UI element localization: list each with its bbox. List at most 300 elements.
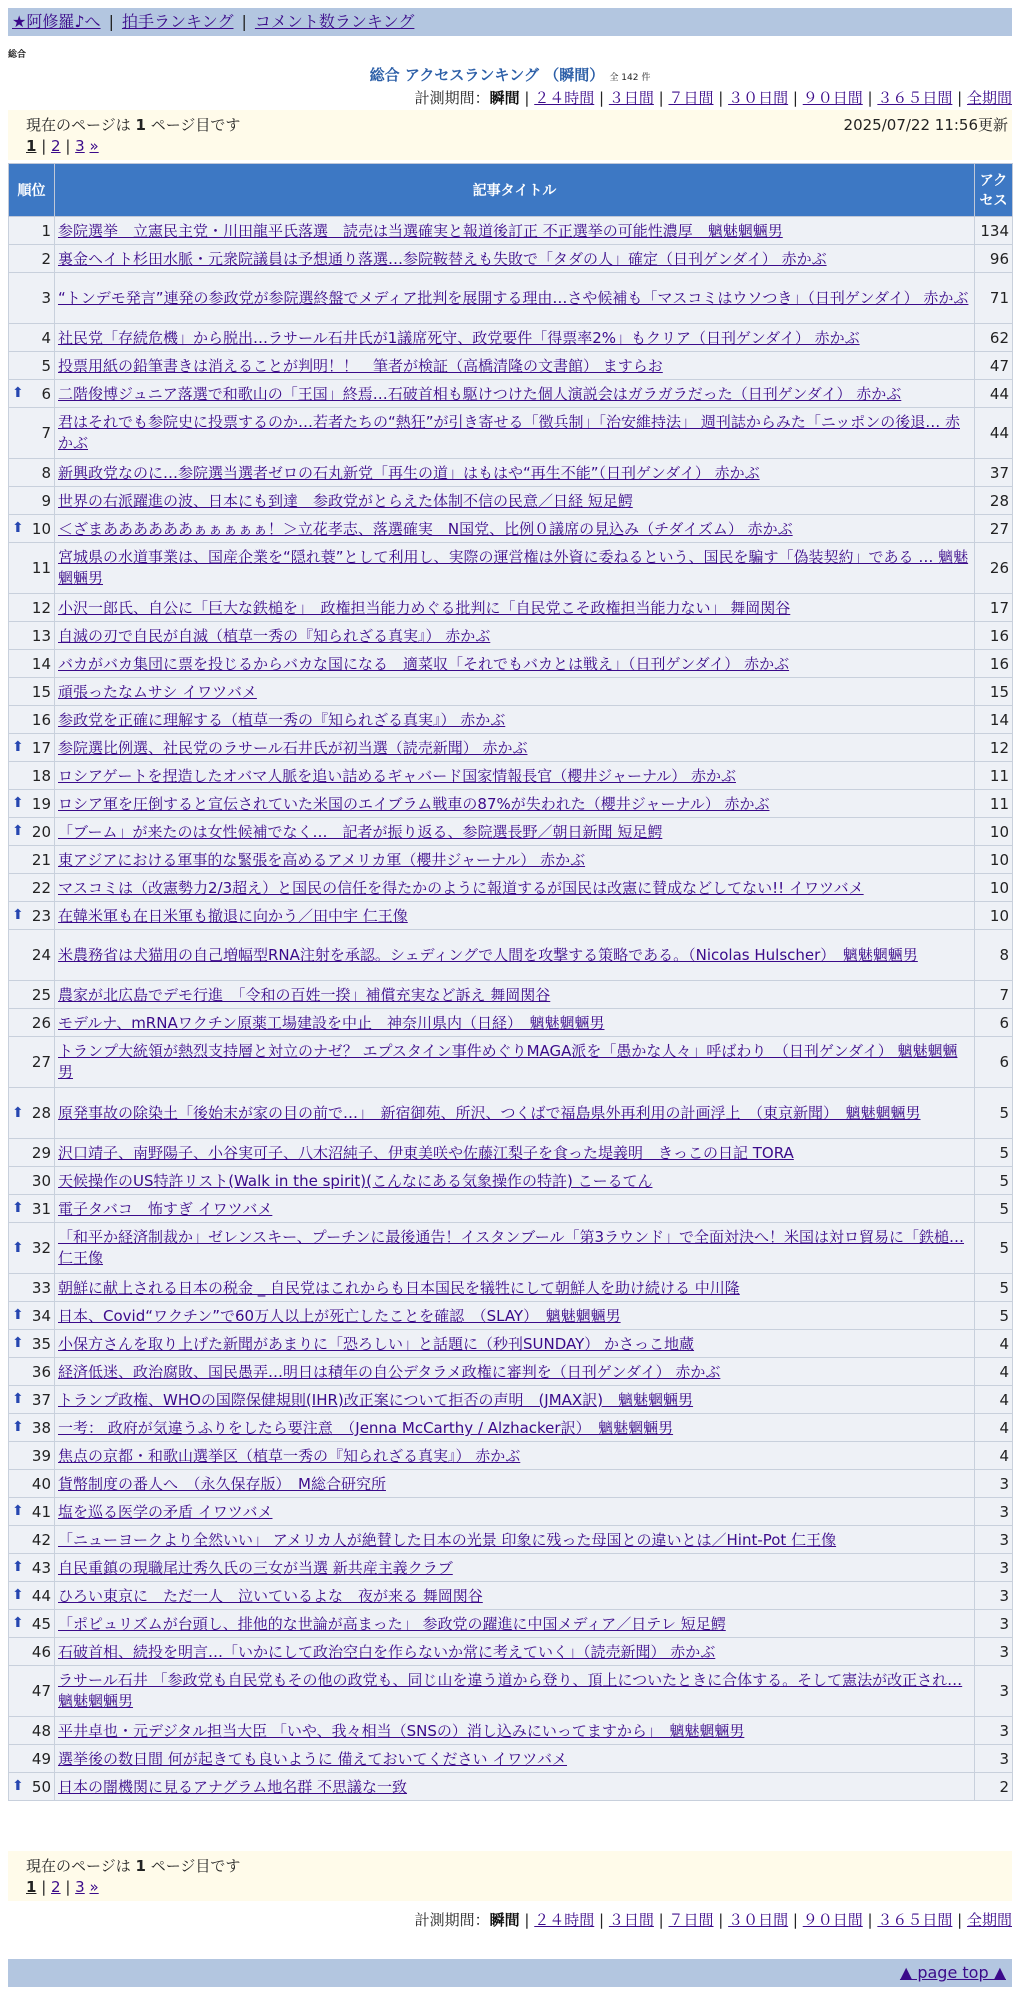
table-row [9, 1526, 1013, 1554]
title-cell [55, 706, 975, 734]
rank-number: 9 [41, 491, 51, 510]
period-link-30d[interactable]: ３０日間 [728, 89, 789, 107]
article-title-link[interactable]: 一考： 政府が気違うふりをしたら要注意 （Jenna McCarthy / Alzhacker訳） 魑魅魍魎男 [58, 1419, 674, 1437]
table-row [9, 1470, 1013, 1498]
article-title-link[interactable]: 選挙後の数日間 何が起きても良いように 備えておいてください イワツバメ [58, 1750, 568, 1768]
rank-number: 47 [31, 1681, 51, 1700]
rank-number: 1 [41, 221, 51, 240]
title-cell [55, 790, 975, 818]
rank-cell [9, 1037, 55, 1088]
article-title-link[interactable]: 参院選比例選、社民党のラサール石井氏が初当選（読売新聞） 赤かぶ [58, 739, 528, 757]
rank-number: 17 [31, 738, 51, 757]
period-link-30d-bottom[interactable]: ３０日間 [728, 1911, 789, 1929]
page-link-3-bottom[interactable]: 3 [75, 1878, 85, 1896]
title-cell [55, 1139, 975, 1167]
table-row [9, 459, 1013, 487]
table-row [9, 1638, 1013, 1666]
period-current: 瞬間 [489, 89, 520, 107]
up-arrow-icon: ⬆ [12, 906, 24, 923]
rank-cell [9, 1386, 55, 1414]
table-row [9, 1498, 1013, 1526]
title-cell [55, 408, 975, 459]
article-title-link[interactable]: 塩を巡る医学の矛盾 イワツバメ [58, 1503, 273, 1521]
title-cell [55, 678, 975, 706]
up-arrow-icon: ⬆ [12, 1502, 24, 1519]
rank-cell [9, 981, 55, 1009]
up-arrow-icon: ⬆ [12, 1418, 24, 1435]
title-cell [55, 1526, 975, 1554]
rank-number: 22 [31, 878, 51, 897]
rank-cell [9, 1498, 55, 1526]
rank-cell [9, 1442, 55, 1470]
article-title-link[interactable]: 電子タバコ 怖すぎ イワツバメ [58, 1200, 273, 1218]
article-title-link[interactable]: 朝鮮に献上される日本の税金 _ 自民党はこれからも日本国民を犠牲にして朝鮮人を助け続ける 中川隆 [58, 1279, 740, 1297]
article-title-link[interactable]: 経済低迷、政治腐敗、国民愚弄…明日は積年の自公デタラメ政権に審判を（日刊ゲンダイ） 赤かぶ [58, 1363, 721, 1381]
page-link-2[interactable]: 2 [51, 137, 61, 155]
rank-number: 26 [31, 1013, 51, 1032]
table-row [9, 874, 1013, 902]
access-count: 4 [975, 1330, 1013, 1358]
title-cell [55, 818, 975, 846]
access-count: 44 [975, 408, 1013, 459]
title-cell [55, 1470, 975, 1498]
access-count: 134 [975, 217, 1013, 245]
article-title-link[interactable]: トランプ大統領が熱烈支持層と対立のナゼ？ エプスタイン事件めぐりMAGA派を「愚かな人々」呼ばわり （日刊ゲンダイ） 魑魅魍魎男 [58, 1042, 958, 1081]
rank-cell [9, 1526, 55, 1554]
page-title-text: 総合 アクセスランキング （瞬間） [369, 66, 605, 84]
article-title-link[interactable]: 参院選挙 立憲民主党・川田龍平氏落選 読売は当選確実と報道後訂正 不正選挙の可能性濃厚 魑魅魍魎男 [58, 222, 783, 240]
article-title-link[interactable]: 石破首相、続投を明言…「いかにして政治空白を作らないか常に考えていく」（読売新聞） 赤かぶ [58, 1643, 716, 1661]
access-count: 3 [975, 1470, 1013, 1498]
access-count: 12 [975, 734, 1013, 762]
article-title-link[interactable]: 君はそれでも参院史に投票するのか…若者たちの“熱狂”が引き寄せる「徴兵制」「治安維持法」 週刊誌からみた「ニッポンの後退… 赤かぶ [58, 413, 960, 452]
up-arrow-icon: ⬆ [12, 738, 24, 755]
rank-number: 20 [31, 822, 51, 841]
up-arrow-icon: ⬆ [12, 1390, 24, 1407]
article-title-link[interactable]: 東アジアにおける軍事的な緊張を高めるアメリカ軍（櫻井ジャーナル） 赤かぶ [58, 851, 586, 869]
article-title-link[interactable]: ロシアゲートを捏造したオバマ人脈を追い詰めるギャバード国家情報長官（櫻井ジャーナル） 赤かぶ [58, 767, 736, 785]
up-arrow-icon: ⬆ [12, 1586, 24, 1603]
table-row [9, 1442, 1013, 1470]
current-page-text-bottom: 現在のページは 1 ページ目です [26, 1857, 241, 1875]
rank-cell [9, 1223, 55, 1274]
table-row [9, 1195, 1013, 1223]
rank-cell [9, 1745, 55, 1773]
access-count: 3 [975, 1526, 1013, 1554]
access-count: 17 [975, 594, 1013, 622]
period-link-all-bottom[interactable]: 全期間 [966, 1911, 1012, 1929]
table-row [9, 543, 1013, 594]
access-count: 10 [975, 846, 1013, 874]
rank-cell [9, 650, 55, 678]
table-row [9, 594, 1013, 622]
table-row [9, 1554, 1013, 1582]
table-row [9, 1139, 1013, 1167]
article-title-link[interactable]: 在韓米軍も在日米軍も撤退に向かう／田中宇 仁王像 [58, 907, 408, 925]
access-count: 44 [975, 380, 1013, 408]
rank-number: 3 [41, 288, 51, 307]
rank-cell [9, 543, 55, 594]
article-title-link[interactable]: 日本の闇機関に見るアナグラム地名群 不思議な一致 [58, 1778, 408, 1796]
table-row [9, 1582, 1013, 1610]
rank-number: 15 [31, 682, 51, 701]
table-row [9, 1666, 1013, 1717]
up-arrow-icon: ⬆ [12, 1777, 24, 1794]
page-link-2-bottom[interactable]: 2 [51, 1878, 61, 1896]
access-count: 4 [975, 1358, 1013, 1386]
access-count: 16 [975, 622, 1013, 650]
rank-number: 48 [31, 1721, 51, 1740]
article-title-link[interactable]: モデルナ、mRNAワクチン原薬工場建設を中止 神奈川県内（日経） 魑魅魍魎男 [58, 1014, 605, 1032]
title-cell [55, 1223, 975, 1274]
table-row [9, 981, 1013, 1009]
title-cell [55, 1302, 975, 1330]
article-title-link[interactable]: ロシア軍を圧倒すると宣伝されていた米国のエイブラム戦車の87%が失われた（櫻井ジャーナル） 赤かぶ [58, 795, 770, 813]
access-count: 4 [975, 1386, 1013, 1414]
table-row [9, 352, 1013, 380]
rank-number: 27 [31, 1052, 51, 1071]
article-title-link[interactable]: 焦点の京都・和歌山選挙区（植草一秀の『知られざる真実』） 赤かぶ [58, 1447, 521, 1465]
access-count: 26 [975, 543, 1013, 594]
access-count: 3 [975, 1498, 1013, 1526]
updated-timestamp: 2025/07/22 11:56更新 [843, 116, 1008, 134]
rank-number: 30 [31, 1171, 51, 1190]
table-row [9, 1745, 1013, 1773]
rank-number: 25 [31, 985, 51, 1004]
title-cell [55, 762, 975, 790]
rank-number: 33 [31, 1278, 51, 1297]
period-link-90d-bottom[interactable]: ９０日間 [802, 1911, 863, 1929]
title-cell [55, 324, 975, 352]
table-row [9, 930, 1013, 981]
article-title-link[interactable]: 頑張ったなムサシ イワツバメ [58, 683, 257, 701]
title-cell [55, 245, 975, 273]
access-count: 47 [975, 352, 1013, 380]
rank-cell [9, 594, 55, 622]
rank-cell [9, 1470, 55, 1498]
access-count: 11 [975, 762, 1013, 790]
period-link-90d[interactable]: ９０日間 [802, 89, 863, 107]
page-numbers-bottom: 1 | 2 | 3 » [26, 1878, 99, 1896]
page-link-3[interactable]: 3 [75, 137, 85, 155]
rank-number: 44 [31, 1586, 51, 1605]
article-title-link[interactable]: 原発事故の除染土「後始末が家の目の前で…」 新宿御苑、所沢、つくばで福島県外再利用の計画浮上 （東京新聞） 魑魅魍魎男 [58, 1103, 921, 1122]
access-count: 62 [975, 324, 1013, 352]
article-title-link[interactable]: 参政党を正確に理解する（植草一秀の『知られざる真実』） 赤かぶ [58, 711, 506, 729]
title-cell [55, 1498, 975, 1526]
rank-number: 8 [41, 463, 51, 482]
rank-cell [9, 874, 55, 902]
article-title-link[interactable]: 沢口靖子、南野陽子、小谷実可子、八木沼純子、伊東美咲や佐藤江梨子を食った堤義明 きっこの日記 TORA [58, 1144, 794, 1162]
table-row [9, 1330, 1013, 1358]
title-cell [55, 1773, 975, 1801]
rank-cell [9, 1358, 55, 1386]
rank-number: 34 [31, 1306, 51, 1325]
rank-cell [9, 1195, 55, 1223]
article-title-link[interactable]: 日本、Covid“ワクチン”で60万人以上が死亡したことを確認 （SLAY） 魑魅魍魎男 [58, 1307, 621, 1325]
article-title-link[interactable]: ラサール石井 「参政党も自民党もその他の政党も、同じ山を違う道から登り、頂上についたときに合体する。そして憲法が改正され… 魑魅魍魎男 [58, 1671, 963, 1710]
header-title: 記事タイトル [55, 164, 975, 217]
article-title-link[interactable]: “トンデモ発言”連発の参政党が参院選終盤でメディア批判を展開する理由…さや候補も「マスコミはウソつき」（日刊ゲンダイ） 赤かぶ [58, 288, 969, 307]
article-title-link[interactable]: 「ポピュリズムが台頭し、排他的な世論が高まった」 参政党の躍進に中国メディア／日テレ 短足鰐 [58, 1615, 726, 1633]
table-row [9, 790, 1013, 818]
article-title-link[interactable]: 平井卓也・元デジタル担当大臣 「いや、我々相当（SNSの）消し込みにいってますから」 魑魅魍魎男 [58, 1722, 745, 1740]
period-label: 計測期間： [414, 89, 490, 107]
rank-number: 24 [31, 945, 51, 964]
title-cell [55, 1274, 975, 1302]
table-row [9, 622, 1013, 650]
article-title-link[interactable]: マスコミは（改憲勢力2/3超え）と国民の信任を得たかのように報道するが国民は改憲に賛成などしてない!! イワツバメ [58, 879, 864, 897]
period-selector-top: 計測期間：瞬間 | ２４時間 | ３日間 | ７日間 | ３０日間 | ９０日間 | ３６５日間 | 全期間 [414, 89, 1012, 107]
ranking-body [9, 217, 1013, 1801]
table-row [9, 408, 1013, 459]
rank-cell [9, 245, 55, 273]
rank-number: 28 [31, 1103, 51, 1122]
ranking-table [8, 163, 1013, 1801]
rank-cell [9, 515, 55, 543]
rank-cell [9, 1666, 55, 1717]
header-rank: 順位 [9, 164, 55, 217]
up-arrow-icon: ⬆ [12, 1614, 24, 1631]
title-cell [55, 1386, 975, 1414]
rank-number: 32 [31, 1238, 51, 1257]
rank-number: 35 [31, 1334, 51, 1353]
rank-number: 21 [31, 850, 51, 869]
article-title-link[interactable]: 小沢一郎氏、自公に「巨大な鉄槌を」 政権担当能力めぐる批判に「自民党こそ政権担当能力ない」 舞岡関谷 [58, 599, 791, 617]
rank-cell [9, 1009, 55, 1037]
rank-cell [9, 1088, 55, 1139]
article-title-link[interactable]: バカがバカ集団に票を投じるからバカな国になる 適菜収「それでもバカとは戦え」（日刊ゲンダイ） 赤かぶ [58, 655, 790, 673]
access-count: 16 [975, 650, 1013, 678]
period-current-bottom: 瞬間 [489, 1911, 520, 1929]
title-cell [55, 981, 975, 1009]
article-title-link[interactable]: 社民党「存続危機」から脱出…ラサール石井氏が1議席死守、政党要件「得票率2%」もクリア（日刊ゲンダイ） 赤かぶ [58, 329, 860, 347]
title-cell [55, 1358, 975, 1386]
table-row [9, 273, 1013, 324]
rank-number: 45 [31, 1614, 51, 1633]
title-cell [55, 902, 975, 930]
article-title-link[interactable]: 二階俊博ジュニア落選で和歌山の「王国」終焉…石破首相も駆けつけた個人演説会はガラガラだった（日刊ゲンダイ） 赤かぶ [58, 385, 902, 403]
access-count: 4 [975, 1414, 1013, 1442]
rank-number: 11 [31, 558, 51, 577]
up-arrow-icon: ⬆ [12, 1306, 24, 1323]
rank-number: 40 [31, 1474, 51, 1493]
table-row [9, 487, 1013, 515]
title-cell [55, 543, 975, 594]
up-arrow-icon: ⬆ [12, 1104, 24, 1121]
article-title-link[interactable]: ひろい東京に ただ一人 泣いているよな 夜が来る 舞岡関谷 [58, 1587, 483, 1605]
title-cell [55, 650, 975, 678]
rank-cell [9, 1582, 55, 1610]
table-row [9, 1302, 1013, 1330]
rank-cell [9, 1302, 55, 1330]
access-count: 5 [975, 1195, 1013, 1223]
article-title-link[interactable]: 自滅の刃で自民が自滅（植草一秀の『知られざる真実』） 赤かぶ [58, 627, 491, 645]
nav-link-ashura[interactable]: ★阿修羅♪へ [12, 12, 101, 31]
bottom-bar [8, 1959, 1012, 1987]
rank-number: 43 [31, 1558, 51, 1577]
title-cell [55, 1554, 975, 1582]
access-count: 10 [975, 874, 1013, 902]
article-title-link[interactable]: 「和平か経済制裁か」ゼレンスキー、プーチンに最後通告！イスタンブール「第3ラウンド」で全面対決へ！米国は対ロ貿易に「鉄槌… 仁王像 [58, 1228, 965, 1267]
table-row [9, 734, 1013, 762]
rank-cell [9, 1330, 55, 1358]
rank-cell [9, 1414, 55, 1442]
rank-number: 5 [41, 356, 51, 375]
rank-cell [9, 408, 55, 459]
rank-cell [9, 734, 55, 762]
rank-number: 38 [31, 1418, 51, 1437]
article-title-link[interactable]: 貨幣制度の番人へ （永久保存版） M総合研究所 [58, 1475, 386, 1493]
rank-number: 10 [31, 519, 51, 538]
access-count: 15 [975, 678, 1013, 706]
access-count: 5 [975, 1167, 1013, 1195]
article-title-link[interactable]: 天候操作のUS特許リスト(Walk in the spirit)(こんなにある気象操作の特許) こーるてん [58, 1172, 653, 1190]
rank-cell [9, 1554, 55, 1582]
period-selector-bottom: 計測期間：瞬間 | ２４時間 | ３日間 | ７日間 | ３０日間 | ９０日間 | ３６５日間 | 全期間 [414, 1911, 1012, 1929]
article-title-link[interactable]: 投票用紙の鉛筆書きは消えることが判明！！ 筆者が検証（高橋清隆の文書館） ますらお [58, 357, 663, 375]
article-title-link[interactable]: 「ニューヨークより全然いい」 アメリカ人が絶賛した日本の光景 印象に残った母国との違いとは／Hint-Pot 仁王像 [58, 1531, 837, 1549]
period-link-365d-bottom[interactable]: ３６５日間 [877, 1911, 953, 1929]
title-cell [55, 515, 975, 543]
table-row [9, 515, 1013, 543]
table-row [9, 1414, 1013, 1442]
top-nav-bar: ★阿修羅♪へ | 拍手ランキング | コメント数ランキング [8, 8, 1012, 36]
title-cell [55, 380, 975, 408]
rank-cell [9, 902, 55, 930]
period-link-3d[interactable]: ３日間 [608, 89, 654, 107]
title-cell [55, 1330, 975, 1358]
title-cell [55, 273, 975, 324]
up-arrow-icon: ⬆ [12, 519, 24, 536]
title-cell [55, 874, 975, 902]
rank-cell [9, 678, 55, 706]
rank-number: 2 [41, 249, 51, 268]
title-cell [55, 930, 975, 981]
rank-number: 42 [31, 1530, 51, 1549]
title-cell [55, 1717, 975, 1745]
title-cell [55, 1745, 975, 1773]
article-title-link[interactable]: 宮城県の水道事業は、国産企業を“隠れ蓑”として利用し、実際の運営権は外資に委ねるという、国民を騙す「偽装契約」である … 魑魅魍魎男 [58, 548, 969, 587]
article-title-link[interactable]: 米農務省は犬猫用の自己増幅型RNA注射を承認。シェディングで人間を攻撃する策略である。（Nicolas Hulscher） 魑魅魍魎男 [58, 945, 918, 964]
title-cell [55, 1666, 975, 1717]
rank-cell [9, 930, 55, 981]
access-count: 6 [975, 1009, 1013, 1037]
access-count: 3 [975, 1638, 1013, 1666]
table-row [9, 1009, 1013, 1037]
access-count: 3 [975, 1610, 1013, 1638]
nav-link-comment-ranking[interactable]: コメント数ランキング [254, 12, 415, 31]
title-cell [55, 1582, 975, 1610]
period-link-all[interactable]: 全期間 [966, 89, 1012, 107]
rank-number: 46 [31, 1642, 51, 1661]
article-title-link[interactable]: 小保方さんを取り上げた新聞があまりに「恐ろしい」と話題に（秒刊SUNDAY） かさっこ地蔵 [58, 1335, 695, 1353]
article-title-link[interactable]: 自民重鎮の現職尾辻秀久氏の三女が当選 新共産主義クラブ [58, 1559, 453, 1577]
rank-number: 36 [31, 1362, 51, 1381]
access-count: 5 [975, 1274, 1013, 1302]
rank-number: 31 [31, 1199, 51, 1218]
article-title-link[interactable]: 「ブーム」が来たのは女性候補でなく… 記者が振り返る、参院選長野／朝日新聞 短足鰐 [58, 823, 663, 841]
title-cell [55, 622, 975, 650]
access-count: 5 [975, 1139, 1013, 1167]
nav-link-clap-ranking[interactable]: 拍手ランキング [121, 12, 234, 31]
access-count: 4 [975, 1442, 1013, 1470]
rank-cell [9, 1167, 55, 1195]
rank-cell [9, 790, 55, 818]
up-arrow-icon: ⬆ [12, 1558, 24, 1575]
article-title-link[interactable]: 裏金ヘイト杉田水脈・元衆院議員は予想通り落選…参院鞍替えも失敗で「タダの人」確定（日刊ゲンダイ） 赤かぶ [58, 250, 827, 268]
rank-cell [9, 622, 55, 650]
table-row [9, 1610, 1013, 1638]
rank-number: 12 [31, 598, 51, 617]
rank-number: 41 [31, 1502, 51, 1521]
page-1-current: 1 [26, 137, 37, 155]
access-count: 11 [975, 790, 1013, 818]
table-row [9, 818, 1013, 846]
page-link-next[interactable]: » [89, 137, 99, 155]
period-link-24h-bottom[interactable]: ２４時間 [534, 1911, 595, 1929]
table-row [9, 706, 1013, 734]
access-count: 28 [975, 487, 1013, 515]
category-label: 総合 [8, 50, 27, 60]
table-row [9, 1223, 1013, 1274]
title-cell [55, 487, 975, 515]
period-link-7d-bottom[interactable]: ７日間 [668, 1911, 714, 1929]
period-link-7d[interactable]: ７日間 [668, 89, 714, 107]
title-cell [55, 846, 975, 874]
rank-number: 14 [31, 654, 51, 673]
up-arrow-icon: ⬆ [12, 1199, 24, 1216]
title-cell [55, 1037, 975, 1088]
access-count: 37 [975, 459, 1013, 487]
rank-cell [9, 273, 55, 324]
article-title-link[interactable]: 世界の右派躍進の波、日本にも到達 参政党がとらえた体制不信の民意／日経 短足鰐 [58, 492, 633, 510]
rank-number: 37 [31, 1390, 51, 1409]
article-title-link[interactable]: ＜ざまああああああぁぁぁぁぁ！＞立花孝志、落選確実 N国党、比例０議席の見込み（チダイズム） 赤かぶ [58, 520, 793, 538]
access-count: 3 [975, 1745, 1013, 1773]
rank-cell [9, 1610, 55, 1638]
rank-number: 7 [41, 423, 51, 442]
page-top-link[interactable]: ▲ page top ▲ [899, 1963, 1006, 1982]
total-count: 全 142 件 [609, 73, 651, 83]
table-row [9, 245, 1013, 273]
period-link-24h[interactable]: ２４時間 [534, 89, 595, 107]
article-title-link[interactable]: トランプ政権、WHOの国際保健規則(IHR)改正案について拒否の声明 (JMAX訳) 魑魅魍魎男 [58, 1391, 694, 1409]
title-cell [55, 459, 975, 487]
table-row [9, 902, 1013, 930]
table-row [9, 1717, 1013, 1745]
rank-cell [9, 324, 55, 352]
access-count: 3 [975, 1666, 1013, 1717]
article-title-link[interactable]: 農家が北広島でデモ行進 「令和の百姓一揆」補償充実など訴え 舞岡関谷 [58, 986, 551, 1004]
page-link-next-bottom[interactable]: » [89, 1878, 99, 1896]
up-arrow-icon: ⬆ [12, 1239, 24, 1256]
access-count: 10 [975, 818, 1013, 846]
title-cell [55, 734, 975, 762]
table-row [9, 1037, 1013, 1088]
page-numbers: 1 | 2 | 3 » [26, 137, 99, 155]
rank-cell [9, 706, 55, 734]
access-count: 6 [975, 1037, 1013, 1088]
pager-top [8, 110, 1012, 160]
rank-cell [9, 762, 55, 790]
period-link-365d[interactable]: ３６５日間 [877, 89, 953, 107]
article-title-link[interactable]: 新興政党なのに…参院選当選者ゼロの石丸新党「再生の道」はもはや“再生不能”（日刊ゲンダイ） 赤かぶ [58, 464, 760, 482]
header-access: アクセス [975, 164, 1013, 217]
rank-cell [9, 459, 55, 487]
title-cell [55, 1009, 975, 1037]
period-link-3d-bottom[interactable]: ３日間 [608, 1911, 654, 1929]
